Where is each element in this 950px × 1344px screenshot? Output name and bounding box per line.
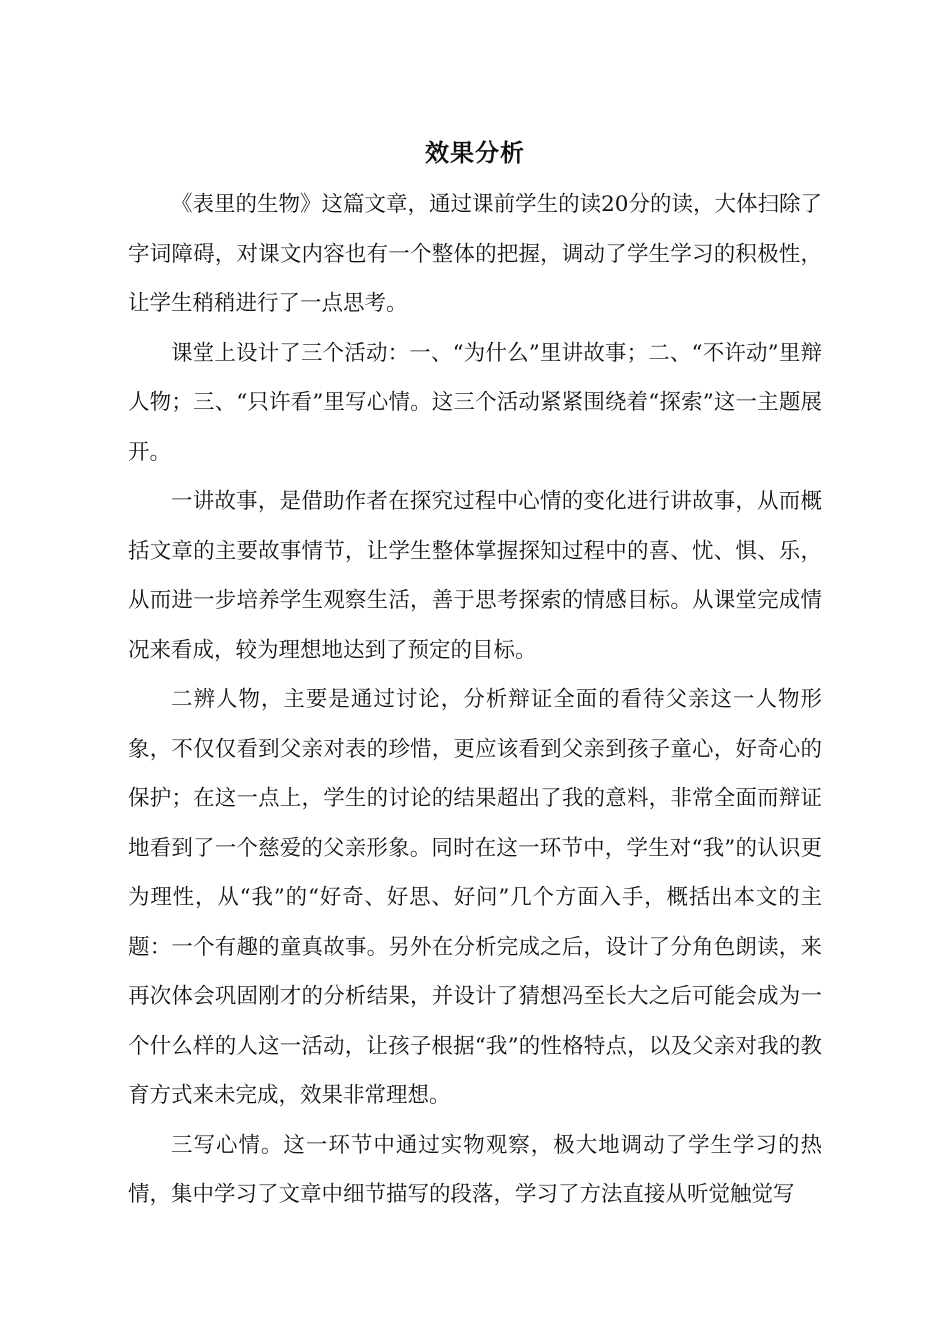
document-title: 效果分析 [425,139,525,167]
paragraph-2: 课堂上设计了三个活动：一、“为什么”里讲故事；二、“不许动”里辩人物；三、“只许看”里写心情。这三个活动紧紧围绕着“探索”这一主题展开。 [128,340,822,465]
document-body [128,180,822,1220]
paragraph-3: 一讲故事，是借助作者在探究过程中心情的变化进行讲故事，从而概括文章的主要故事情节，让学生整体掌握探知过程中的喜、忧、惧、乐，从而进一步培养学生观察生活，善于思考探索的情感目标。从课堂完成情况来看成，较为理想地达到了预定的目标。 [128,489,822,663]
paragraph-1: 《表里的生物》这篇文章，通过课前学生的读20分的读，大体扫除了字词障碍，对课文内容也有一个整体的把握，调动了学生学习的积极性，让学生稍稍进行了一点思考。 [128,192,822,316]
paragraph-5: 三写心情。这一环节中通过实物观察，极大地调动了学生学习的热情，集中学习了文章中细节描写的段落，学习了方法直接从听觉触觉写 [128,1132,822,1207]
paragraph-4: 二辨人物，主要是通过讨论，分析辩证全面的看待父亲这一人物形象，不仅仅看到父亲对表的珍惜，更应该看到父亲到孩子童心，好奇心的保护；在这一点上，学生的讨论的结果超出了我的意料，非常全面而辩证地看到了一个慈爱的父亲形象。同时在这一环节中，学生对“我”的认识更为理性，从“我”的“好奇、好思、好问”几个方面入手，概括出本文的主题：一个有趣的童真故事。另外在分析完成之后，设计了分角色朗读，来再次体会巩固刚才的分析结果，并设计了猜想冯至长大之后可能会成为一个什么样的人这一活动，让孩子根据“我”的性格特点，以及父亲对我的教育方式来未完成，效果非常理想。 [128,687,822,1108]
